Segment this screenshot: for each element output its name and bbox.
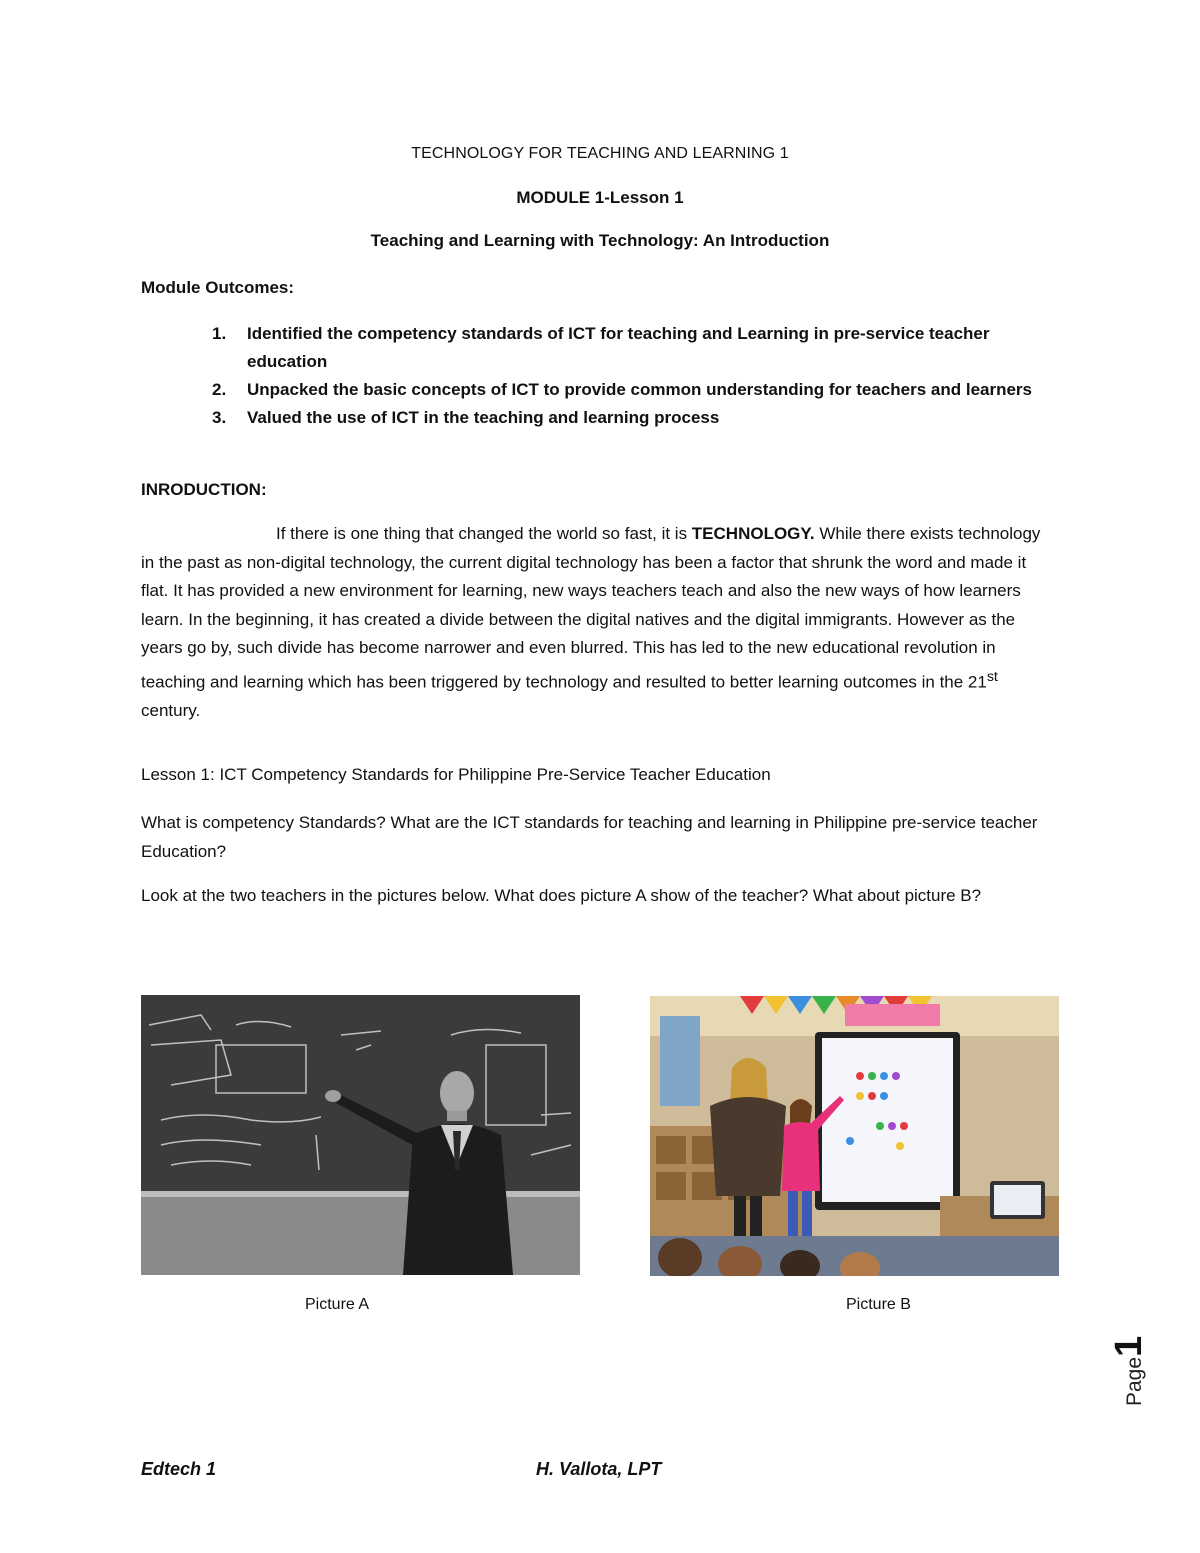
introduction-heading: INRODUCTION: — [141, 480, 267, 499]
page-label: Page — [1123, 1356, 1146, 1406]
picture-b-caption: Picture B — [846, 1296, 911, 1313]
picture-a-illustration — [141, 995, 580, 1275]
intro-text-part2: While there exists technology in the past as non-digital technology, the current digital technology has been a factor that shrunk the word and made it flat. It has provided a new environment for learning, new ways teachers teach and also the new ways of how learners learn. In the beginning, it has created a divide between the digital natives and the digital immigrants. However as the years go by, such divide has become narrower and even blurred. This has led to the new educational revolution in teaching and learning which has been triggered by technology and resulted to better learning outcomes in the 21 — [141, 524, 1041, 692]
intro-emphasis: TECHNOLOGY. — [691, 524, 815, 543]
outcome-text: Valued the use of ICT in the teaching and learning process — [247, 408, 720, 427]
picture-a-image — [141, 995, 580, 1275]
outcomes-list — [212, 320, 1052, 432]
outcome-item — [212, 320, 1052, 376]
lesson-line: Lesson 1: ICT Competency Standards for Philippine Pre-Service Teacher Education — [141, 765, 771, 784]
outcome-text: Identified the competency standards of ICT for teaching and Learning in pre-service teacher education — [247, 324, 990, 371]
introduction-paragraph — [141, 520, 1053, 725]
intro-superscript: st — [986, 668, 998, 685]
page-marker-rotated — [1108, 1336, 1151, 1406]
outcome-number: 3. — [212, 408, 227, 427]
document-title: TECHNOLOGY FOR TEACHING AND LEARNING 1 — [411, 145, 789, 162]
intro-text-part1: If there is one thing that changed the world so fast, it is — [276, 524, 692, 543]
outcome-number: 1. — [212, 324, 227, 343]
picture-b-image — [650, 996, 1059, 1276]
footer-course: Edtech 1 — [141, 1459, 217, 1479]
intro-text-part3: century. — [141, 700, 201, 720]
picture-b-illustration — [650, 996, 1059, 1276]
outcome-item — [212, 376, 1052, 404]
page-number: 1 — [1108, 1335, 1150, 1357]
outcome-number: 2. — [212, 380, 227, 399]
module-title: MODULE 1-Lesson 1 — [516, 188, 684, 207]
outcome-text: Unpacked the basic concepts of ICT to provide common understanding for teachers and learners — [247, 380, 1032, 399]
outcomes-label: Module Outcomes: — [141, 278, 295, 297]
picture-a-caption: Picture A — [305, 1296, 370, 1313]
footer-author: H. Vallota, LPT — [536, 1459, 662, 1479]
lesson-heading: Teaching and Learning with Technology: An Introduction — [370, 231, 830, 250]
question-paragraph: What is competency Standards? What are the ICT standards for teaching and learning in Philippine pre-service teacher Education? — [141, 813, 1038, 861]
outcome-item — [212, 404, 1052, 432]
page-number-marker — [1108, 1318, 1148, 1408]
prompt-paragraph: Look at the two teachers in the pictures below. What does picture A show of the teacher? What about picture B? — [141, 886, 982, 905]
